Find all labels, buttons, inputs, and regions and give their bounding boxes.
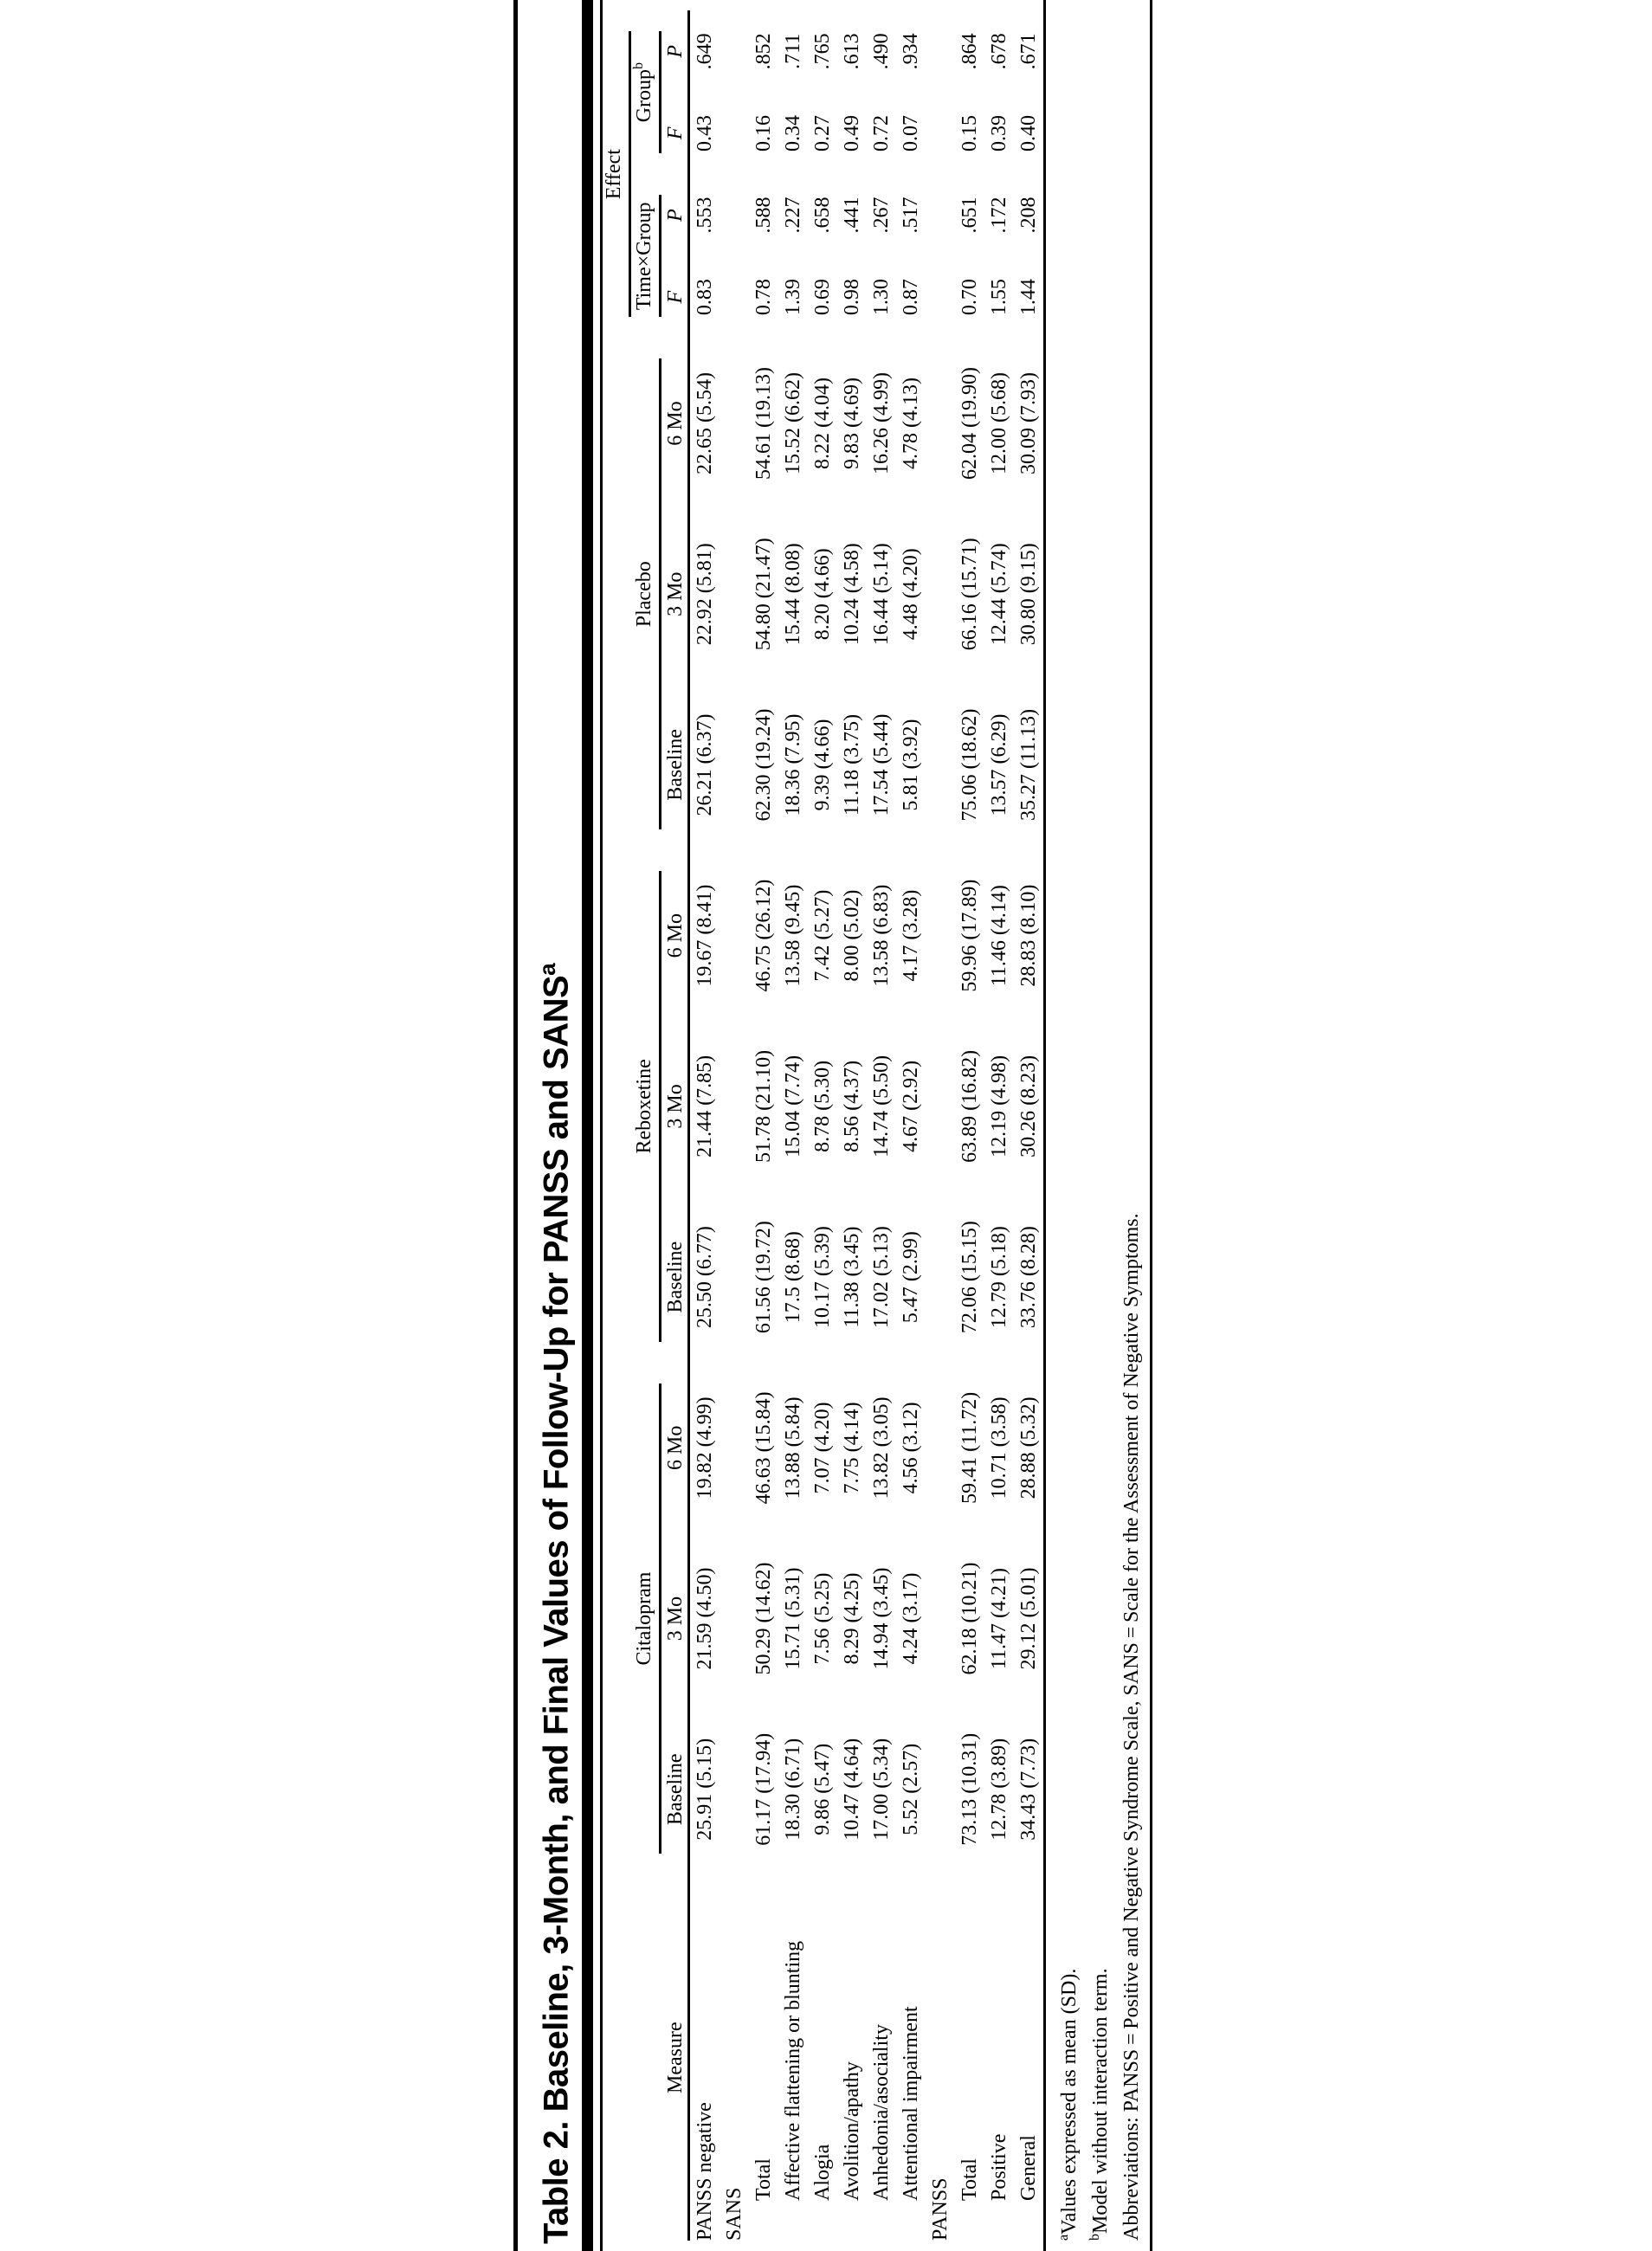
cell-value: 0.34	[782, 114, 805, 152]
table-row	[808, 10, 837, 2241]
cell-value: 59.96 (17.89)	[958, 879, 982, 992]
cell-value: 0.40	[1017, 114, 1041, 152]
cell-value: 10.17 (5.39)	[811, 1226, 835, 1329]
cell-value	[720, 1363, 749, 1533]
cell-value: 0.72	[870, 114, 894, 152]
cell-value: 50.29 (14.62)	[752, 1562, 776, 1675]
cell-value: 14.74 (5.50)	[870, 1055, 894, 1158]
header-cit-6mo: 6 Mo	[661, 1363, 689, 1533]
cell-value: .588	[752, 197, 776, 234]
row-label: General	[1017, 2135, 1041, 2201]
cell-value	[926, 1192, 955, 1363]
cell-value: .172	[988, 197, 1011, 234]
table-title-text: Table 2. Baseline, 3-Month, and Final Values of Follow-Up for PANSS and SANS	[537, 975, 576, 2244]
cell-value: 0.87	[900, 279, 923, 316]
row-label: Avolition/apathy	[841, 2061, 864, 2201]
cell-value: 11.46 (4.14)	[988, 885, 1011, 987]
cell-value	[926, 680, 955, 850]
header-group-reboxetine	[631, 850, 661, 1363]
cell-value: 12.19 (4.98)	[988, 1055, 1011, 1158]
cell-value: 0.78	[752, 279, 776, 316]
cell-value: 25.91 (5.15)	[694, 1738, 717, 1841]
cell-value: .651	[958, 197, 982, 234]
cell-value: 30.80 (9.15)	[1017, 543, 1041, 646]
header-row-effect	[603, 10, 631, 2241]
cell-value: 8.78 (5.30)	[811, 1060, 835, 1152]
cell-value: 12.79 (5.18)	[988, 1226, 1011, 1329]
cell-value: 9.86 (5.47)	[811, 1743, 835, 1835]
header-cit-baseline: Baseline	[661, 1704, 689, 1874]
header-group-citalopram	[631, 1363, 661, 1875]
cell-value: 22.92 (5.81)	[694, 543, 717, 646]
time-x-group-text: Time×Group	[633, 202, 656, 311]
row-label: SANS	[723, 2187, 746, 2241]
cell-value: 25.50 (6.77)	[694, 1226, 717, 1329]
cell-value: 7.42 (5.27)	[811, 889, 835, 982]
header-measure: Measure	[661, 1874, 689, 2241]
header-pla-6mo: 6 Mo	[661, 338, 689, 508]
header-time-x-group-label	[633, 195, 661, 317]
cell-value: 16.26 (4.99)	[870, 372, 894, 475]
cell-value: 0.16	[752, 114, 776, 152]
cell-value: 15.04 (7.74)	[782, 1055, 805, 1158]
cell-value: 16.44 (5.14)	[870, 543, 894, 646]
cell-value: 0.39	[988, 114, 1011, 152]
cell-value: 15.44 (8.08)	[782, 543, 805, 646]
cell-value: 28.83 (8.10)	[1017, 884, 1041, 987]
row-label: PANSS	[929, 2177, 952, 2241]
cell-value: 13.57 (6.29)	[988, 713, 1011, 816]
cell-value: .517	[900, 197, 923, 234]
header-timegroup-p: P	[661, 174, 689, 256]
cell-value: 0.83	[694, 279, 717, 316]
header-group-placebo-label: Placebo	[633, 358, 661, 829]
cell-value: 19.67 (8.41)	[694, 884, 717, 987]
cell-value: 30.26 (8.23)	[1017, 1055, 1041, 1158]
cell-value: 11.47 (4.21)	[988, 1568, 1011, 1670]
cell-value: 63.89 (16.82)	[958, 1049, 982, 1163]
footnote-abbr-text: Abbreviations: PANSS = Positive and Negative Syndrome Scale, SANS = Scale for the Assessment of Negative Symptoms.	[1120, 1213, 1144, 2241]
cell-value: 0.98	[841, 279, 864, 316]
header-pla-baseline: Baseline	[661, 680, 689, 850]
cell-value: 51.78 (21.10)	[752, 1049, 776, 1163]
cell-value: 5.81 (3.92)	[900, 719, 923, 811]
group-superscript: b	[631, 61, 647, 69]
table-title-superscript: a	[534, 963, 560, 976]
cell-value: 62.18 (10.21)	[958, 1562, 982, 1675]
cell-value: 11.18 (3.75)	[841, 713, 864, 816]
table-row	[749, 10, 778, 2241]
table-row	[778, 10, 808, 2241]
table-block	[513, 0, 1144, 2251]
cell-value	[720, 1533, 749, 1704]
cell-value: 5.52 (2.57)	[900, 1743, 923, 1835]
header-group-effect-label	[631, 31, 661, 153]
cell-value: 18.36 (7.95)	[782, 713, 805, 816]
cell-value: 61.17 (17.94)	[752, 1732, 776, 1846]
cell-value: 28.88 (5.32)	[1017, 1396, 1041, 1500]
row-label: PANSS negative	[694, 2102, 717, 2241]
row-label: Affective flattening or blunting	[782, 1940, 805, 2201]
cell-value: 46.75 (26.12)	[752, 879, 776, 992]
cell-value: 17.54 (5.44)	[870, 713, 894, 816]
cell-value	[720, 256, 749, 339]
cell-value	[926, 256, 955, 339]
cell-value	[926, 10, 955, 93]
cell-value: .208	[1017, 197, 1041, 234]
header-spacer	[631, 1874, 661, 2241]
cell-value	[720, 509, 749, 680]
cell-value: 4.17 (3.28)	[900, 889, 923, 982]
table-row	[926, 10, 955, 2241]
cell-value: 7.75 (4.14)	[841, 1402, 864, 1494]
cell-value: 54.61 (19.13)	[752, 367, 776, 481]
cell-value: 9.39 (4.66)	[811, 719, 835, 811]
cell-value	[926, 1021, 955, 1191]
cell-value: 0.70	[958, 279, 982, 316]
cell-value: 1.30	[870, 279, 894, 316]
header-time-x-group	[631, 174, 661, 338]
cell-value	[926, 338, 955, 508]
cell-value: .864	[958, 33, 982, 70]
cell-value: 14.94 (3.45)	[870, 1567, 894, 1670]
cell-value: 1.39	[782, 279, 805, 316]
cell-value: 59.41 (11.72)	[958, 1391, 982, 1504]
cell-value	[926, 1363, 955, 1533]
rule-below-footnotes	[1150, 0, 1152, 2251]
cell-value: 8.00 (5.02)	[841, 889, 864, 982]
cell-value: 12.44 (5.74)	[988, 543, 1011, 646]
table-row	[955, 10, 984, 2241]
cell-value: 0.43	[694, 114, 717, 152]
footnote-b-superscript: b	[1087, 2234, 1103, 2241]
cell-value: .490	[870, 33, 894, 70]
cell-value: 8.22 (4.04)	[811, 377, 835, 470]
cell-value: 1.55	[988, 279, 1011, 316]
cell-value: 5.47 (2.99)	[900, 1231, 923, 1324]
cell-value: 8.29 (4.25)	[841, 1572, 864, 1665]
cell-value: 10.47 (4.64)	[841, 1738, 864, 1841]
cell-value: 0.27	[811, 114, 835, 152]
cell-value: 34.43 (7.73)	[1017, 1738, 1041, 1841]
table-header	[603, 10, 689, 2241]
cell-value: 12.78 (3.89)	[988, 1738, 1011, 1841]
cell-value	[720, 850, 749, 1021]
header-row-subcolumns	[661, 10, 689, 2241]
cell-value: 33.76 (8.28)	[1017, 1226, 1041, 1329]
header-spacer	[603, 338, 631, 2241]
cell-value: .227	[782, 197, 805, 234]
footnote-a-superscript: a	[1056, 2234, 1072, 2241]
table-row	[1014, 10, 1043, 2241]
header-group-effect	[631, 10, 661, 174]
thick-rule-below-title	[582, 0, 593, 2251]
cell-value: 10.24 (4.58)	[841, 543, 864, 646]
cell-value: .678	[988, 33, 1011, 70]
cell-value: 46.63 (15.84)	[752, 1391, 776, 1505]
cell-value	[720, 338, 749, 508]
cell-value: 73.13 (10.31)	[958, 1732, 982, 1846]
cell-value: .613	[841, 33, 864, 70]
footnote-abbreviations	[1113, 0, 1145, 2241]
rotated-table-container	[513, 0, 1144, 2251]
row-label: Alogia	[811, 2144, 835, 2201]
header-group-citalopram-label: Citalopram	[633, 1383, 661, 1854]
rule-below-body	[1043, 0, 1046, 2251]
row-label: Total	[752, 2158, 776, 2201]
cell-value: 17.02 (5.13)	[870, 1226, 894, 1329]
header-timegroup-f: F	[661, 256, 689, 339]
cell-value: 8.20 (4.66)	[811, 548, 835, 641]
table-row	[984, 10, 1014, 2241]
cell-value: .658	[811, 197, 835, 234]
cell-value	[720, 1704, 749, 1874]
header-row-groups	[631, 10, 661, 2241]
table-body	[689, 10, 1044, 2241]
table-row	[689, 10, 720, 2241]
header-group-placebo	[631, 338, 661, 850]
cell-value: 4.48 (4.20)	[900, 548, 923, 641]
cell-value: .649	[694, 33, 717, 70]
cell-value: 54.80 (21.47)	[752, 538, 776, 651]
cell-value: 18.30 (6.71)	[782, 1738, 805, 1841]
cell-value	[926, 93, 955, 175]
cell-value: 72.06 (15.15)	[958, 1221, 982, 1334]
header-groupeffect-f: F	[661, 93, 689, 175]
cell-value: 8.56 (4.37)	[841, 1060, 864, 1152]
cell-value: 13.58 (9.45)	[782, 884, 805, 987]
footnote-a-text: Values expressed as mean (SD).	[1058, 1968, 1081, 2235]
cell-value: 7.56 (5.25)	[811, 1572, 835, 1665]
cell-value: 0.15	[958, 114, 982, 152]
cell-value: .267	[870, 197, 894, 234]
header-effect	[603, 10, 631, 338]
cell-value: .852	[752, 33, 776, 70]
cell-value: 4.24 (3.17)	[900, 1572, 923, 1665]
header-reb-6mo: 6 Mo	[661, 850, 689, 1021]
cell-value: .553	[694, 197, 717, 234]
table-title	[518, 0, 582, 2251]
cell-value	[926, 174, 955, 256]
header-cit-3mo: 3 Mo	[661, 1533, 689, 1704]
cell-value	[926, 509, 955, 680]
cell-value: 21.59 (4.50)	[694, 1567, 717, 1670]
header-pla-3mo: 3 Mo	[661, 509, 689, 680]
header-reb-baseline: Baseline	[661, 1192, 689, 1363]
cell-value: 17.5 (8.68)	[782, 1231, 805, 1324]
cell-value: 9.83 (4.69)	[841, 377, 864, 470]
cell-value: 62.04 (19.90)	[958, 367, 982, 481]
cell-value: 61.56 (19.72)	[752, 1221, 776, 1334]
row-label: Anhedonia/asociality	[870, 2024, 894, 2201]
header-reb-3mo: 3 Mo	[661, 1021, 689, 1191]
cell-value: 1.44	[1017, 279, 1041, 316]
cell-value	[926, 1704, 955, 1874]
cell-value: 15.71 (5.31)	[782, 1567, 805, 1670]
row-label: Attentional impairment	[900, 2006, 923, 2201]
header-groupeffect-p: P	[661, 10, 689, 93]
footnote-b	[1082, 0, 1113, 2241]
cell-value	[720, 680, 749, 850]
cell-value: 35.27 (11.13)	[1017, 708, 1041, 821]
cell-value	[926, 850, 955, 1021]
cell-value: .934	[900, 33, 923, 70]
cell-value: 30.09 (7.93)	[1017, 372, 1041, 475]
group-text: Group	[633, 68, 656, 123]
cell-value: 12.00 (5.68)	[988, 372, 1011, 475]
cell-value	[720, 93, 749, 175]
cell-value: 26.21 (6.37)	[694, 713, 717, 816]
cell-value: 17.00 (5.34)	[870, 1738, 894, 1841]
cell-value: 29.12 (5.01)	[1017, 1567, 1041, 1670]
cell-value	[720, 174, 749, 256]
cell-value: .671	[1017, 33, 1041, 70]
row-label: Positive	[988, 2133, 1011, 2201]
cell-value: 75.06 (18.62)	[958, 708, 982, 822]
cell-value: 13.82 (3.05)	[870, 1396, 894, 1500]
table-row	[867, 10, 896, 2241]
cell-value	[720, 1021, 749, 1191]
cell-value: 4.67 (2.92)	[900, 1060, 923, 1152]
footnote-a	[1051, 0, 1082, 2241]
table-row	[837, 10, 867, 2241]
cell-value: 0.07	[900, 114, 923, 152]
cell-value: 0.49	[841, 114, 864, 152]
cell-value	[926, 1533, 955, 1704]
table-row	[720, 10, 749, 2241]
cell-value: 19.82 (4.99)	[694, 1396, 717, 1500]
cell-value: 15.52 (6.62)	[782, 372, 805, 475]
footnote-b-text: Model without interaction term.	[1089, 1968, 1113, 2234]
header-group-reboxetine-label: Reboxetine	[633, 871, 661, 1342]
cell-value: .441	[841, 197, 864, 234]
cell-value: 21.44 (7.85)	[694, 1055, 717, 1158]
cell-value	[720, 10, 749, 93]
cell-value: 4.78 (4.13)	[900, 377, 923, 470]
data-table	[603, 10, 1043, 2241]
row-label: Total	[958, 2158, 982, 2201]
cell-value: 11.38 (3.45)	[841, 1226, 864, 1328]
cell-value: 66.16 (15.71)	[958, 538, 982, 651]
table-row	[896, 10, 926, 2241]
cell-value: 7.07 (4.20)	[811, 1402, 835, 1494]
header-effect-label: Effect	[603, 31, 631, 317]
cell-value: 62.30 (19.24)	[752, 708, 776, 822]
cell-value: 0.69	[811, 279, 835, 316]
cell-value: 13.58 (6.83)	[870, 884, 894, 987]
cell-value: 13.88 (5.84)	[782, 1396, 805, 1500]
footnotes	[1051, 0, 1145, 2241]
cell-value: .765	[811, 33, 835, 70]
cell-value	[720, 1192, 749, 1363]
cell-value: 10.71 (3.58)	[988, 1396, 1011, 1500]
cell-value: .711	[782, 33, 805, 69]
cell-value: 22.65 (5.54)	[694, 372, 717, 475]
cell-value: 4.56 (3.12)	[900, 1402, 923, 1494]
